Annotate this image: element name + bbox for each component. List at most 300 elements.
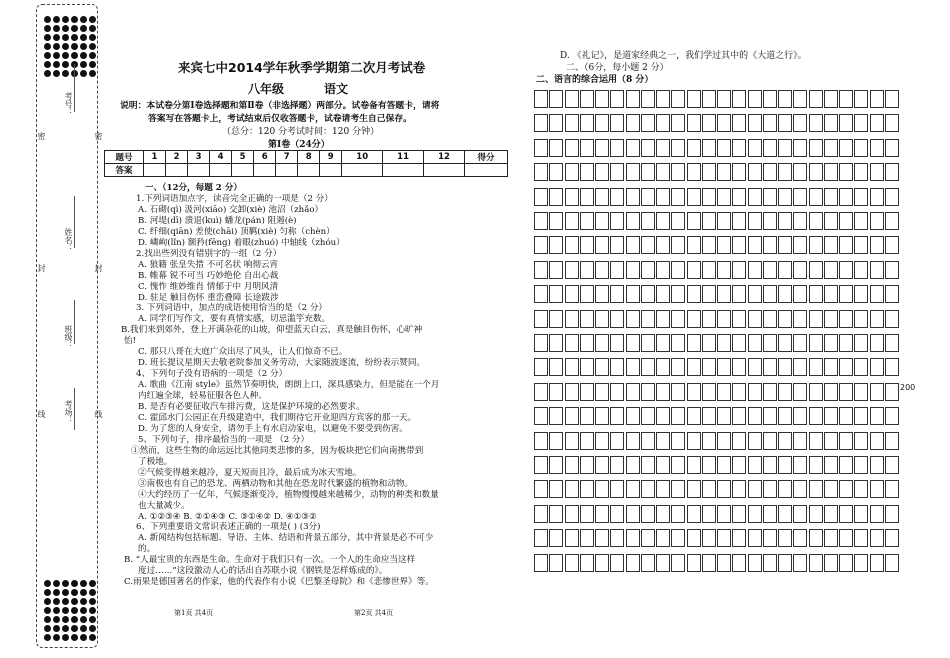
grid-cell[interactable]: [641, 285, 655, 303]
grid-cell[interactable]: [565, 310, 579, 328]
grid-cell[interactable]: [702, 456, 716, 474]
grid-cell[interactable]: [656, 358, 670, 376]
grid-cell[interactable]: [610, 529, 624, 547]
grid-cell[interactable]: [565, 505, 579, 523]
grid-cell[interactable]: [656, 407, 670, 425]
grid-cell[interactable]: [565, 456, 579, 474]
grid-cell[interactable]: [580, 285, 594, 303]
grid-cell[interactable]: [687, 90, 701, 108]
grid-cell[interactable]: [641, 334, 655, 352]
grid-cell[interactable]: [870, 310, 884, 328]
grid-cell[interactable]: [732, 212, 746, 230]
grid-cell[interactable]: [580, 188, 594, 206]
grid-cell[interactable]: [534, 432, 548, 450]
grid-cell[interactable]: [580, 505, 594, 523]
grid-cell[interactable]: [809, 554, 823, 572]
grid-cell[interactable]: [732, 285, 746, 303]
grid-cell[interactable]: [671, 139, 685, 157]
grid-cell[interactable]: [610, 358, 624, 376]
grid-cell[interactable]: [595, 505, 609, 523]
grid-cell[interactable]: [702, 480, 716, 498]
grid-cell[interactable]: [885, 188, 899, 206]
grid-cell[interactable]: [610, 505, 624, 523]
grid-cell[interactable]: [656, 480, 670, 498]
grid-cell[interactable]: [732, 480, 746, 498]
grid-cell[interactable]: [656, 334, 670, 352]
grid-cell[interactable]: [656, 456, 670, 474]
grid-cell[interactable]: [626, 114, 640, 132]
grid-cell[interactable]: [641, 114, 655, 132]
grid-cell[interactable]: [839, 285, 853, 303]
grid-cell[interactable]: [824, 407, 838, 425]
grid-cell[interactable]: [885, 139, 899, 157]
grid-cell[interactable]: [732, 90, 746, 108]
grid-cell[interactable]: [595, 285, 609, 303]
grid-cell[interactable]: [671, 383, 685, 401]
grid-cell[interactable]: [656, 139, 670, 157]
grid-cell[interactable]: [595, 139, 609, 157]
grid-cell[interactable]: [870, 480, 884, 498]
grid-cell[interactable]: [671, 163, 685, 181]
grid-cell[interactable]: [778, 310, 792, 328]
grid-cell[interactable]: [854, 334, 868, 352]
grid-cell[interactable]: [641, 90, 655, 108]
grid-cell[interactable]: [565, 90, 579, 108]
grid-cell[interactable]: [580, 407, 594, 425]
grid-cell[interactable]: [748, 114, 762, 132]
grid-cell[interactable]: [809, 456, 823, 474]
grid-cell[interactable]: [610, 139, 624, 157]
grid-cell[interactable]: [824, 505, 838, 523]
grid-cell[interactable]: [580, 480, 594, 498]
grid-cell[interactable]: [595, 407, 609, 425]
grid-cell[interactable]: [839, 163, 853, 181]
grid-cell[interactable]: [671, 480, 685, 498]
grid-cell[interactable]: [870, 139, 884, 157]
grid-cell[interactable]: [687, 480, 701, 498]
grid-cell[interactable]: [870, 505, 884, 523]
grid-cell[interactable]: [763, 358, 777, 376]
grid-cell[interactable]: [793, 554, 807, 572]
grid-cell[interactable]: [778, 285, 792, 303]
grid-cell[interactable]: [717, 432, 731, 450]
grid-cell[interactable]: [565, 236, 579, 254]
grid-cell[interactable]: [839, 407, 853, 425]
grid-cell[interactable]: [595, 554, 609, 572]
grid-cell[interactable]: [854, 188, 868, 206]
grid-cell[interactable]: [870, 236, 884, 254]
grid-cell[interactable]: [595, 383, 609, 401]
grid-cell[interactable]: [824, 236, 838, 254]
grid-cell[interactable]: [839, 261, 853, 279]
grid-cell[interactable]: [748, 236, 762, 254]
grid-cell[interactable]: [595, 358, 609, 376]
grid-cell[interactable]: [687, 334, 701, 352]
grid-cell[interactable]: [565, 188, 579, 206]
grid-cell[interactable]: [641, 456, 655, 474]
grid-cell[interactable]: [824, 334, 838, 352]
grid-cell[interactable]: [549, 139, 563, 157]
grid-cell[interactable]: [854, 456, 868, 474]
grid-cell[interactable]: [732, 554, 746, 572]
grid-cell[interactable]: [595, 480, 609, 498]
grid-cell[interactable]: [595, 529, 609, 547]
grid-cell[interactable]: [870, 261, 884, 279]
grid-cell[interactable]: [732, 456, 746, 474]
grid-cell[interactable]: [549, 212, 563, 230]
grid-cell[interactable]: [641, 163, 655, 181]
grid-cell[interactable]: [793, 480, 807, 498]
grid-cell[interactable]: [793, 163, 807, 181]
grid-cell[interactable]: [748, 90, 762, 108]
grid-cell[interactable]: [641, 505, 655, 523]
grid-cell[interactable]: [870, 114, 884, 132]
grid-cell[interactable]: [763, 529, 777, 547]
grid-cell[interactable]: [793, 310, 807, 328]
grid-cell[interactable]: [626, 261, 640, 279]
answer-cell[interactable]: [254, 164, 276, 177]
grid-cell[interactable]: [595, 236, 609, 254]
grid-cell[interactable]: [580, 334, 594, 352]
grid-cell[interactable]: [702, 261, 716, 279]
grid-cell[interactable]: [534, 310, 548, 328]
grid-cell[interactable]: [549, 554, 563, 572]
grid-cell[interactable]: [610, 236, 624, 254]
grid-cell[interactable]: [580, 310, 594, 328]
grid-cell[interactable]: [565, 163, 579, 181]
grid-cell[interactable]: [748, 188, 762, 206]
grid-cell[interactable]: [610, 261, 624, 279]
grid-cell[interactable]: [565, 480, 579, 498]
grid-cell[interactable]: [595, 212, 609, 230]
grid-cell[interactable]: [732, 139, 746, 157]
grid-cell[interactable]: [793, 236, 807, 254]
grid-cell[interactable]: [565, 383, 579, 401]
grid-cell[interactable]: [656, 383, 670, 401]
grid-cell[interactable]: [748, 310, 762, 328]
grid-cell[interactable]: [824, 529, 838, 547]
grid-cell[interactable]: [748, 383, 762, 401]
grid-cell[interactable]: [809, 188, 823, 206]
grid-cell[interactable]: [702, 212, 716, 230]
grid-cell[interactable]: [870, 407, 884, 425]
grid-cell[interactable]: [626, 334, 640, 352]
grid-cell[interactable]: [595, 334, 609, 352]
grid-cell[interactable]: [687, 188, 701, 206]
grid-cell[interactable]: [854, 139, 868, 157]
grid-cell[interactable]: [534, 480, 548, 498]
grid-cell[interactable]: [595, 432, 609, 450]
grid-cell[interactable]: [671, 114, 685, 132]
grid-cell[interactable]: [641, 529, 655, 547]
grid-cell[interactable]: [671, 261, 685, 279]
grid-cell[interactable]: [748, 407, 762, 425]
grid-cell[interactable]: [885, 407, 899, 425]
grid-cell[interactable]: [839, 358, 853, 376]
grid-cell[interactable]: [732, 529, 746, 547]
grid-cell[interactable]: [839, 188, 853, 206]
grid-cell[interactable]: [549, 310, 563, 328]
grid-cell[interactable]: [717, 505, 731, 523]
grid-cell[interactable]: [854, 529, 868, 547]
grid-cell[interactable]: [778, 334, 792, 352]
grid-cell[interactable]: [702, 236, 716, 254]
grid-cell[interactable]: [656, 285, 670, 303]
grid-cell[interactable]: [778, 236, 792, 254]
grid-cell[interactable]: [565, 334, 579, 352]
grid-cell[interactable]: [870, 456, 884, 474]
grid-cell[interactable]: [580, 456, 594, 474]
grid-cell[interactable]: [778, 480, 792, 498]
grid-cell[interactable]: [809, 90, 823, 108]
grid-cell[interactable]: [809, 358, 823, 376]
grid-cell[interactable]: [641, 212, 655, 230]
grid-cell[interactable]: [854, 310, 868, 328]
grid-cell[interactable]: [824, 554, 838, 572]
grid-cell[interactable]: [656, 529, 670, 547]
grid-cell[interactable]: [854, 480, 868, 498]
grid-cell[interactable]: [763, 163, 777, 181]
grid-cell[interactable]: [809, 480, 823, 498]
grid-cell[interactable]: [793, 407, 807, 425]
grid-cell[interactable]: [717, 90, 731, 108]
score-cell[interactable]: [465, 164, 508, 177]
grid-cell[interactable]: [763, 114, 777, 132]
grid-cell[interactable]: [854, 285, 868, 303]
grid-cell[interactable]: [549, 334, 563, 352]
grid-cell[interactable]: [702, 407, 716, 425]
grid-cell[interactable]: [763, 310, 777, 328]
grid-cell[interactable]: [656, 310, 670, 328]
grid-cell[interactable]: [870, 358, 884, 376]
grid-cell[interactable]: [748, 285, 762, 303]
grid-cell[interactable]: [778, 407, 792, 425]
grid-cell[interactable]: [687, 310, 701, 328]
grid-cell[interactable]: [824, 358, 838, 376]
grid-cell[interactable]: [763, 456, 777, 474]
grid-cell[interactable]: [748, 554, 762, 572]
grid-cell[interactable]: [748, 432, 762, 450]
grid-cell[interactable]: [809, 261, 823, 279]
grid-cell[interactable]: [824, 480, 838, 498]
grid-cell[interactable]: [610, 480, 624, 498]
grid-cell[interactable]: [778, 529, 792, 547]
grid-cell[interactable]: [641, 188, 655, 206]
grid-cell[interactable]: [626, 358, 640, 376]
grid-cell[interactable]: [885, 261, 899, 279]
grid-cell[interactable]: [687, 261, 701, 279]
grid-cell[interactable]: [549, 90, 563, 108]
grid-cell[interactable]: [656, 236, 670, 254]
grid-cell[interactable]: [565, 358, 579, 376]
grid-cell[interactable]: [885, 236, 899, 254]
grid-cell[interactable]: [610, 310, 624, 328]
grid-cell[interactable]: [748, 505, 762, 523]
grid-cell[interactable]: [626, 480, 640, 498]
grid-cell[interactable]: [809, 285, 823, 303]
grid-cell[interactable]: [610, 212, 624, 230]
grid-cell[interactable]: [870, 334, 884, 352]
grid-cell[interactable]: [824, 139, 838, 157]
grid-cell[interactable]: [687, 456, 701, 474]
grid-cell[interactable]: [702, 90, 716, 108]
grid-cell[interactable]: [824, 432, 838, 450]
grid-cell[interactable]: [870, 163, 884, 181]
grid-cell[interactable]: [549, 358, 563, 376]
grid-cell[interactable]: [854, 383, 868, 401]
grid-cell[interactable]: [793, 383, 807, 401]
grid-cell[interactable]: [870, 554, 884, 572]
grid-cell[interactable]: [732, 163, 746, 181]
grid-cell[interactable]: [549, 285, 563, 303]
grid-cell[interactable]: [748, 261, 762, 279]
grid-cell[interactable]: [778, 554, 792, 572]
grid-cell[interactable]: [549, 261, 563, 279]
grid-cell[interactable]: [854, 163, 868, 181]
grid-cell[interactable]: [687, 163, 701, 181]
answer-cell[interactable]: [144, 164, 166, 177]
grid-cell[interactable]: [626, 456, 640, 474]
grid-cell[interactable]: [580, 261, 594, 279]
grid-cell[interactable]: [885, 90, 899, 108]
grid-cell[interactable]: [870, 432, 884, 450]
grid-cell[interactable]: [793, 188, 807, 206]
grid-cell[interactable]: [534, 407, 548, 425]
grid-cell[interactable]: [641, 310, 655, 328]
grid-cell[interactable]: [717, 163, 731, 181]
grid-cell[interactable]: [778, 163, 792, 181]
grid-cell[interactable]: [687, 139, 701, 157]
grid-cell[interactable]: [702, 163, 716, 181]
grid-cell[interactable]: [549, 432, 563, 450]
grid-cell[interactable]: [778, 505, 792, 523]
grid-cell[interactable]: [732, 236, 746, 254]
grid-cell[interactable]: [702, 188, 716, 206]
grid-cell[interactable]: [656, 505, 670, 523]
grid-cell[interactable]: [717, 554, 731, 572]
grid-cell[interactable]: [778, 383, 792, 401]
grid-cell[interactable]: [870, 188, 884, 206]
grid-cell[interactable]: [580, 383, 594, 401]
grid-cell[interactable]: [687, 212, 701, 230]
grid-cell[interactable]: [626, 505, 640, 523]
grid-cell[interactable]: [656, 114, 670, 132]
grid-cell[interactable]: [839, 334, 853, 352]
grid-cell[interactable]: [778, 456, 792, 474]
grid-cell[interactable]: [854, 212, 868, 230]
grid-cell[interactable]: [885, 554, 899, 572]
grid-cell[interactable]: [580, 529, 594, 547]
grid-cell[interactable]: [671, 236, 685, 254]
grid-cell[interactable]: [610, 456, 624, 474]
grid-cell[interactable]: [565, 432, 579, 450]
grid-cell[interactable]: [809, 407, 823, 425]
grid-cell[interactable]: [580, 90, 594, 108]
grid-cell[interactable]: [885, 529, 899, 547]
grid-cell[interactable]: [732, 261, 746, 279]
grid-cell[interactable]: [793, 261, 807, 279]
grid-cell[interactable]: [549, 188, 563, 206]
grid-cell[interactable]: [610, 407, 624, 425]
grid-cell[interactable]: [854, 505, 868, 523]
grid-cell[interactable]: [610, 114, 624, 132]
grid-cell[interactable]: [809, 236, 823, 254]
grid-cell[interactable]: [839, 480, 853, 498]
grid-cell[interactable]: [885, 456, 899, 474]
grid-cell[interactable]: [763, 554, 777, 572]
grid-cell[interactable]: [885, 334, 899, 352]
grid-cell[interactable]: [809, 163, 823, 181]
grid-cell[interactable]: [809, 334, 823, 352]
grid-cell[interactable]: [580, 212, 594, 230]
grid-cell[interactable]: [839, 432, 853, 450]
grid-cell[interactable]: [717, 383, 731, 401]
grid-cell[interactable]: [885, 212, 899, 230]
grid-cell[interactable]: [549, 480, 563, 498]
grid-cell[interactable]: [793, 334, 807, 352]
grid-cell[interactable]: [824, 310, 838, 328]
grid-cell[interactable]: [885, 358, 899, 376]
grid-cell[interactable]: [626, 383, 640, 401]
grid-cell[interactable]: [595, 188, 609, 206]
grid-cell[interactable]: [549, 407, 563, 425]
grid-cell[interactable]: [702, 285, 716, 303]
grid-cell[interactable]: [793, 285, 807, 303]
grid-cell[interactable]: [732, 114, 746, 132]
grid-cell[interactable]: [763, 383, 777, 401]
grid-cell[interactable]: [748, 358, 762, 376]
grid-cell[interactable]: [626, 529, 640, 547]
grid-cell[interactable]: [656, 261, 670, 279]
grid-cell[interactable]: [626, 212, 640, 230]
grid-cell[interactable]: [763, 285, 777, 303]
grid-cell[interactable]: [656, 554, 670, 572]
grid-cell[interactable]: [610, 90, 624, 108]
grid-cell[interactable]: [839, 310, 853, 328]
grid-cell[interactable]: [763, 261, 777, 279]
grid-cell[interactable]: [763, 90, 777, 108]
grid-cell[interactable]: [778, 358, 792, 376]
grid-cell[interactable]: [732, 188, 746, 206]
grid-cell[interactable]: [793, 529, 807, 547]
grid-cell[interactable]: [854, 114, 868, 132]
grid-cell[interactable]: [641, 480, 655, 498]
grid-cell[interactable]: [671, 358, 685, 376]
grid-cell[interactable]: [687, 383, 701, 401]
grid-cell[interactable]: [534, 285, 548, 303]
grid-cell[interactable]: [732, 505, 746, 523]
grid-cell[interactable]: [824, 456, 838, 474]
grid-cell[interactable]: [549, 456, 563, 474]
grid-cell[interactable]: [732, 407, 746, 425]
grid-cell[interactable]: [717, 310, 731, 328]
grid-cell[interactable]: [748, 163, 762, 181]
grid-cell[interactable]: [717, 236, 731, 254]
grid-cell[interactable]: [748, 480, 762, 498]
grid-cell[interactable]: [702, 139, 716, 157]
grid-cell[interactable]: [687, 236, 701, 254]
grid-cell[interactable]: [595, 261, 609, 279]
grid-cell[interactable]: [870, 285, 884, 303]
grid-cell[interactable]: [626, 236, 640, 254]
grid-cell[interactable]: [687, 407, 701, 425]
grid-cell[interactable]: [687, 114, 701, 132]
grid-cell[interactable]: [717, 358, 731, 376]
grid-cell[interactable]: [854, 554, 868, 572]
grid-cell[interactable]: [580, 358, 594, 376]
grid-cell[interactable]: [549, 383, 563, 401]
grid-cell[interactable]: [687, 505, 701, 523]
